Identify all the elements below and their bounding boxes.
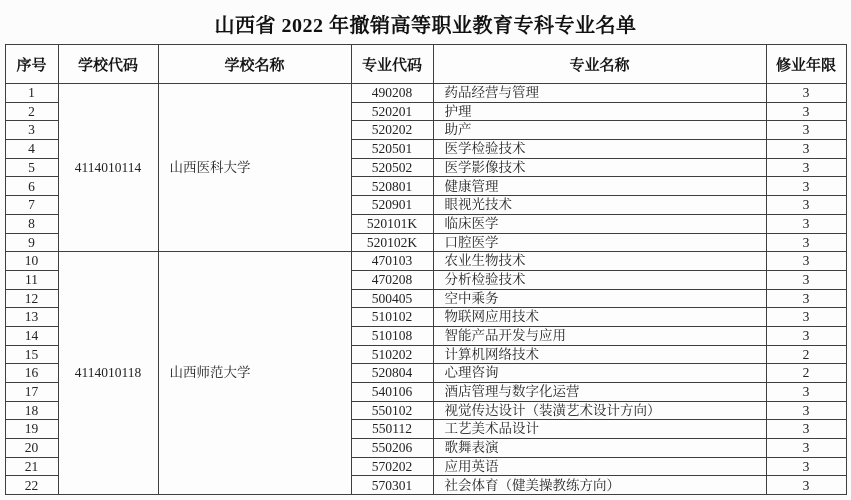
row-index-cell: 6 xyxy=(5,177,58,196)
row-index-cell: 12 xyxy=(5,289,58,308)
major-name-cell: 应用英语 xyxy=(433,457,766,476)
major-name-cell: 社会体育（健美操教练方向） xyxy=(433,476,766,495)
years-cell: 3 xyxy=(766,308,846,327)
row-index-cell: 2 xyxy=(5,102,58,121)
major-code-cell: 520102K xyxy=(351,233,433,252)
major-code-cell: 570301 xyxy=(351,476,433,495)
major-code-cell: 520501 xyxy=(351,140,433,159)
years-cell: 3 xyxy=(766,326,846,345)
table-row xyxy=(5,252,846,271)
major-code-cell: 540106 xyxy=(351,383,433,402)
years-cell: 3 xyxy=(766,383,846,402)
major-code-cell: 510202 xyxy=(351,345,433,364)
row-index-cell: 17 xyxy=(5,383,58,402)
row-index-cell: 4 xyxy=(5,140,58,159)
major-name-cell: 药品经营与管理 xyxy=(433,84,766,103)
row-index-cell: 10 xyxy=(5,252,58,271)
row-index-cell: 20 xyxy=(5,439,58,458)
years-cell: 3 xyxy=(766,233,846,252)
major-code-cell: 510102 xyxy=(351,308,433,327)
major-name-cell: 医学影像技术 xyxy=(433,158,766,177)
col-header-major-code: 专业代码 xyxy=(351,45,433,84)
major-name-cell: 物联网应用技术 xyxy=(433,308,766,327)
major-name-cell: 农业生物技术 xyxy=(433,252,766,271)
major-name-cell: 助产 xyxy=(433,121,766,140)
row-index-cell: 13 xyxy=(5,308,58,327)
row-index-cell: 21 xyxy=(5,457,58,476)
years-cell: 3 xyxy=(766,420,846,439)
row-index-cell: 5 xyxy=(5,158,58,177)
row-index-cell: 16 xyxy=(5,364,58,383)
years-cell: 2 xyxy=(766,345,846,364)
major-code-cell: 550102 xyxy=(351,401,433,420)
row-index-cell: 1 xyxy=(5,84,58,103)
major-code-cell: 520101K xyxy=(351,214,433,233)
school-name-cell: 山西师范大学 xyxy=(158,252,351,495)
document-title: 山西省 2022 年撤销高等职业教育专科专业名单 xyxy=(214,15,637,37)
col-header-years: 修业年限 xyxy=(766,45,846,84)
major-code-cell: 520201 xyxy=(351,102,433,121)
years-cell: 3 xyxy=(766,140,846,159)
major-name-cell: 口腔医学 xyxy=(433,233,766,252)
years-cell: 3 xyxy=(766,177,846,196)
major-code-cell: 490208 xyxy=(351,84,433,103)
major-name-cell: 空中乘务 xyxy=(433,289,766,308)
major-code-cell: 510108 xyxy=(351,326,433,345)
years-cell: 3 xyxy=(766,196,846,215)
years-cell: 3 xyxy=(766,121,846,140)
row-index-cell: 9 xyxy=(5,233,58,252)
years-cell: 3 xyxy=(766,289,846,308)
major-code-cell: 470208 xyxy=(351,270,433,289)
major-name-cell: 医学检验技术 xyxy=(433,140,766,159)
major-name-cell: 分析检验技术 xyxy=(433,270,766,289)
table-header-row xyxy=(5,45,846,84)
table-row xyxy=(5,84,846,103)
school-code-cell: 4114010118 xyxy=(58,252,158,495)
col-header-school-code: 学校代码 xyxy=(58,45,158,84)
major-code-cell: 470103 xyxy=(351,252,433,271)
major-name-cell: 临床医学 xyxy=(433,214,766,233)
col-header-major-name: 专业名称 xyxy=(433,45,766,84)
col-header-school-name: 学校名称 xyxy=(158,45,351,84)
major-code-cell: 520804 xyxy=(351,364,433,383)
years-cell: 3 xyxy=(766,102,846,121)
major-name-cell: 智能产品开发与应用 xyxy=(433,326,766,345)
years-cell: 3 xyxy=(766,158,846,177)
row-index-cell: 22 xyxy=(5,476,58,495)
row-index-cell: 18 xyxy=(5,401,58,420)
major-code-cell: 570202 xyxy=(351,457,433,476)
major-code-cell: 520202 xyxy=(351,121,433,140)
row-index-cell: 11 xyxy=(5,270,58,289)
years-cell: 3 xyxy=(766,214,846,233)
cancelled-majors-table xyxy=(5,44,847,495)
row-index-cell: 7 xyxy=(5,196,58,215)
major-code-cell: 520901 xyxy=(351,196,433,215)
row-index-cell: 19 xyxy=(5,420,58,439)
years-cell: 3 xyxy=(766,252,846,271)
major-name-cell: 护理 xyxy=(433,102,766,121)
years-cell: 3 xyxy=(766,401,846,420)
major-code-cell: 550206 xyxy=(351,439,433,458)
row-index-cell: 15 xyxy=(5,345,58,364)
school-code-cell: 4114010114 xyxy=(58,84,158,252)
years-cell: 3 xyxy=(766,476,846,495)
major-code-cell: 550112 xyxy=(351,420,433,439)
major-name-cell: 酒店管理与数字化运营 xyxy=(433,383,766,402)
years-cell: 3 xyxy=(766,84,846,103)
major-code-cell: 500405 xyxy=(351,289,433,308)
years-cell: 3 xyxy=(766,457,846,476)
major-name-cell: 心理咨询 xyxy=(433,364,766,383)
row-index-cell: 14 xyxy=(5,326,58,345)
years-cell: 3 xyxy=(766,439,846,458)
major-name-cell: 歌舞表演 xyxy=(433,439,766,458)
major-name-cell: 眼视光技术 xyxy=(433,196,766,215)
major-name-cell: 计算机网络技术 xyxy=(433,345,766,364)
school-name-cell: 山西医科大学 xyxy=(158,84,351,252)
years-cell: 3 xyxy=(766,270,846,289)
major-code-cell: 520502 xyxy=(351,158,433,177)
major-code-cell: 520801 xyxy=(351,177,433,196)
years-cell: 2 xyxy=(766,364,846,383)
major-name-cell: 健康管理 xyxy=(433,177,766,196)
row-index-cell: 8 xyxy=(5,214,58,233)
major-name-cell: 工艺美术品设计 xyxy=(433,420,766,439)
major-name-cell: 视觉传达设计（装潢艺术设计方向） xyxy=(433,401,766,420)
col-header-index: 序号 xyxy=(5,45,58,84)
row-index-cell: 3 xyxy=(5,121,58,140)
